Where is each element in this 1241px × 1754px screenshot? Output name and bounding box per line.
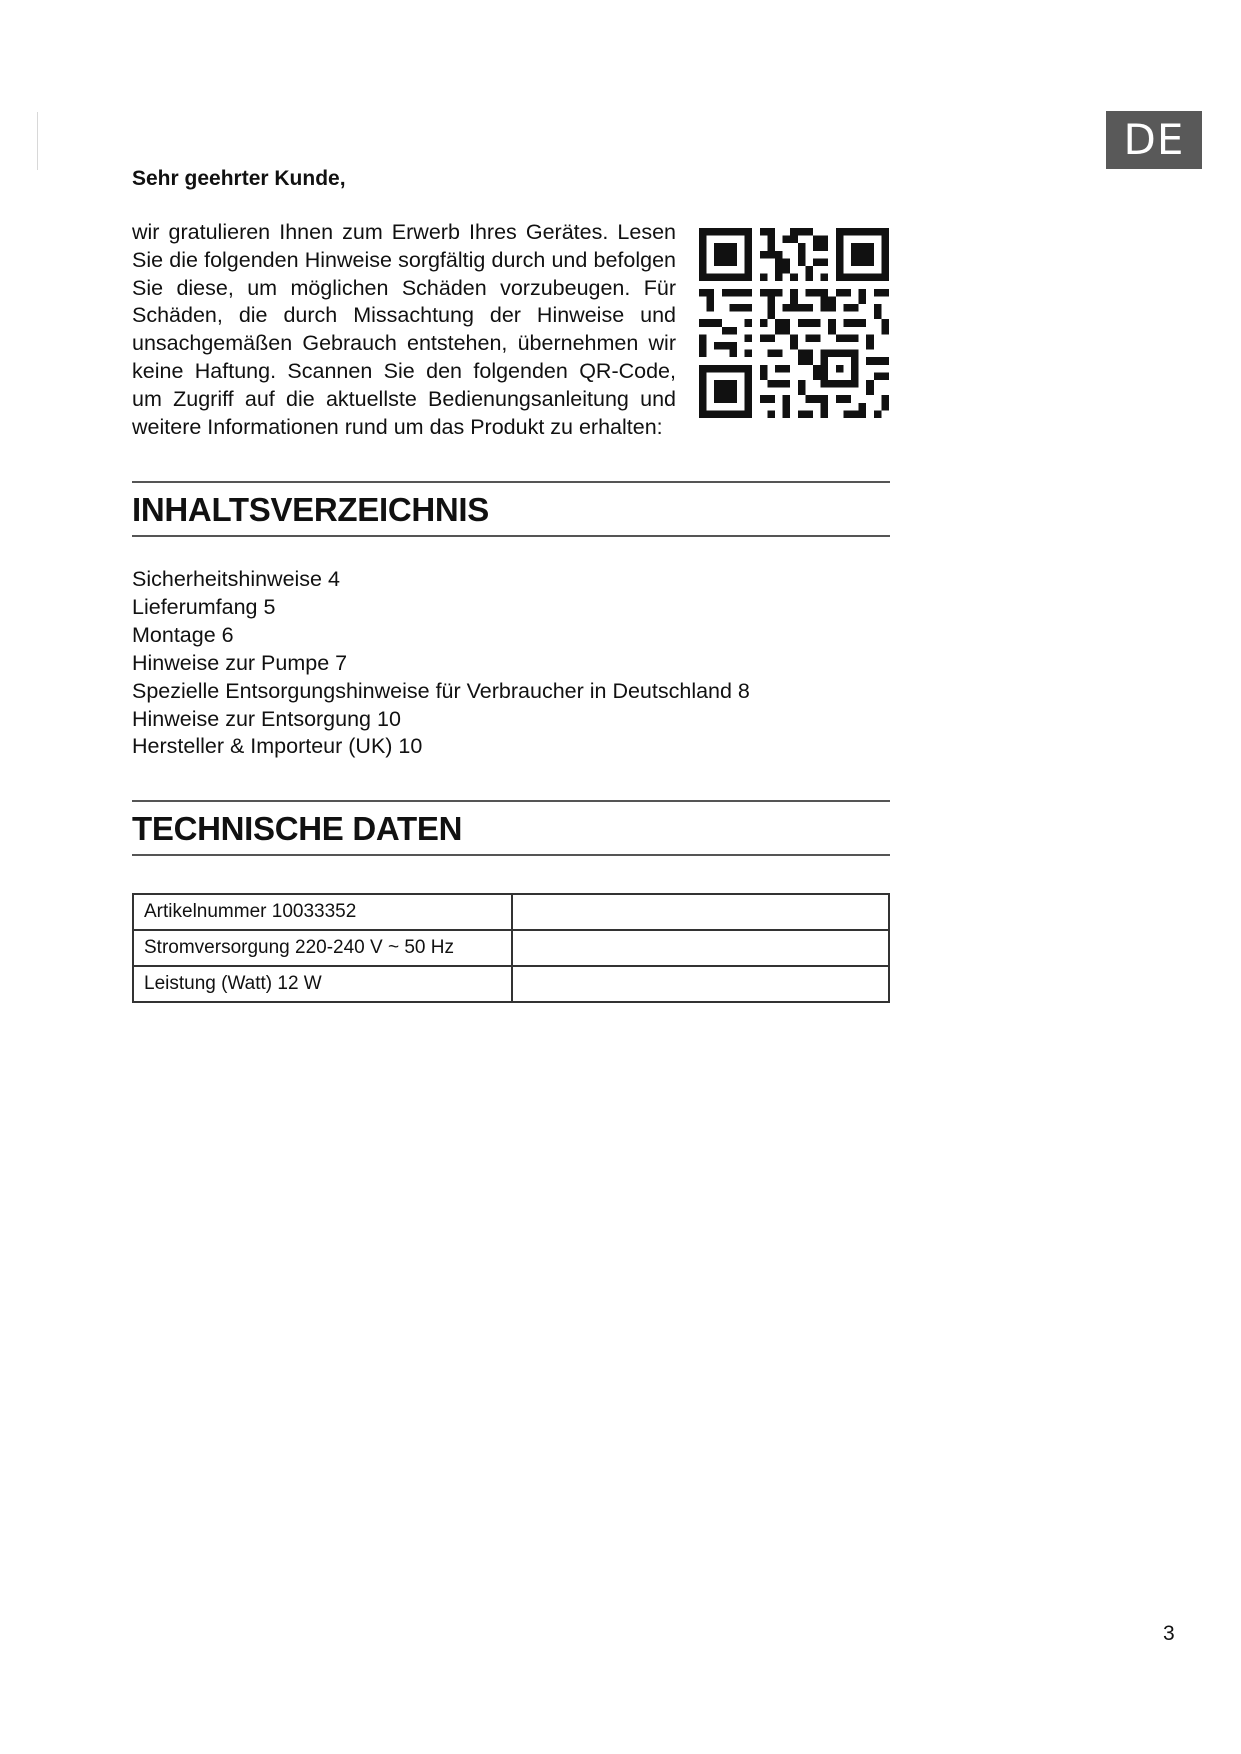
spec-label-cell: Leistung (Watt) 12 W [133, 966, 512, 1002]
toc-item: Hinweise zur Entsorgung 10 [132, 706, 401, 731]
qr-code-icon [699, 228, 889, 418]
language-badge: DE [1106, 111, 1202, 169]
technical-data-section-header [132, 800, 890, 858]
intro-paragraph: wir gratulieren Ihnen zum Erwerb Ihres Gerätes. Lesen Sie die folgenden Hinweise sorgfältig durch und befolgen Sie diese, um möglichen Schäden vorzubeugen. Für Schäden, die durch Missachtung der Hinweise und unsachgemäßen Gebrauch entstehen, übernehmen wir keine Haftung. Scannen Sie den folgenden QR-Code, um Zugriff auf die aktuellste Bedienungsanleitung und weitere Informationen rund um das Produkt zu erhalten: [132, 220, 676, 439]
toc-item: Montage 6 [132, 622, 234, 647]
section-rule-top [132, 800, 890, 802]
section-rule-bottom [132, 854, 890, 856]
greeting-text: Sehr geehrter Kunde, [132, 167, 346, 190]
technical-data-table [132, 893, 890, 1003]
section-rule-bottom [132, 535, 890, 537]
table-row [133, 930, 889, 966]
toc-item: Hinweise zur Pumpe 7 [132, 650, 348, 675]
table-row [133, 966, 889, 1002]
spec-value-cell [512, 894, 889, 930]
toc-heading: INHALTSVERZEICHNIS [132, 491, 490, 528]
technical-data-heading: TECHNISCHE DATEN [132, 810, 463, 847]
spec-value-cell [512, 930, 889, 966]
section-rule-top [132, 481, 890, 483]
toc-item: Hersteller & Importeur (UK) 10 [132, 734, 423, 759]
spec-label-cell: Artikelnummer 10033352 [133, 894, 512, 930]
toc-section-header [132, 481, 890, 539]
table-row [133, 894, 889, 930]
toc-item: Lieferumfang 5 [132, 594, 276, 619]
page-number: 3 [1163, 1622, 1175, 1645]
table-of-contents [132, 566, 750, 761]
toc-item: Spezielle Entsorgungshinweise für Verbraucher in Deutschland 8 [132, 678, 750, 703]
toc-item: Sicherheitshinweise 4 [132, 567, 340, 591]
margin-guide-line [37, 112, 38, 170]
spec-label-cell: Stromversorgung 220-240 V ~ 50 Hz [133, 930, 512, 966]
spec-value-cell [512, 966, 889, 1002]
